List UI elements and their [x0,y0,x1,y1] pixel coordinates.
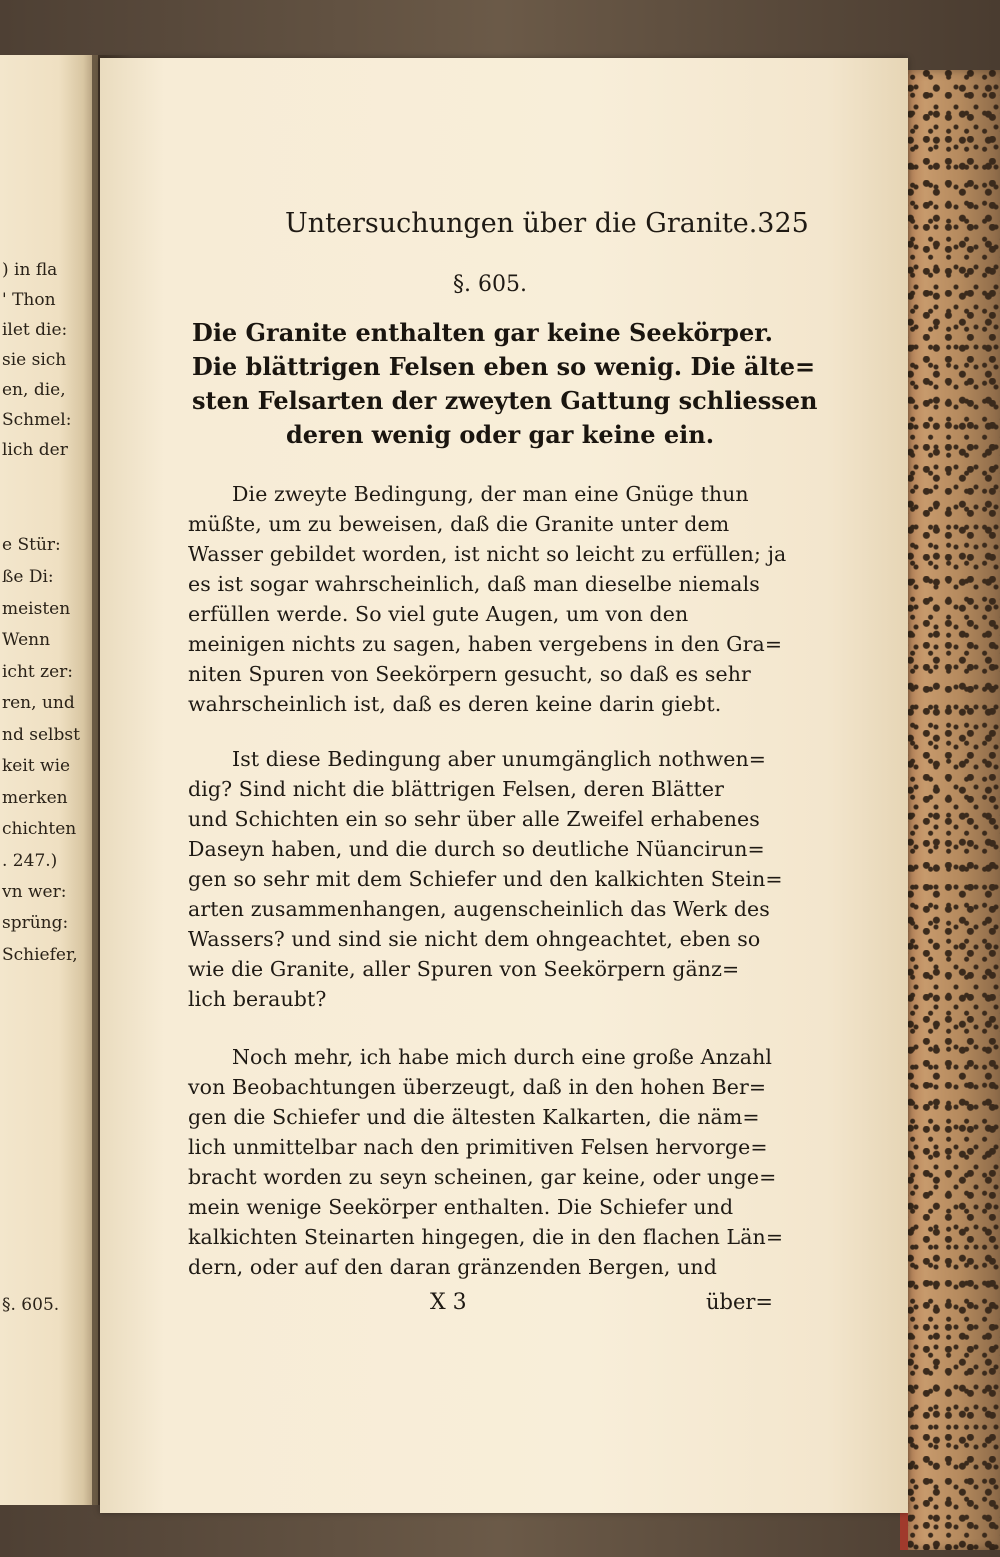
paragraph-line: Daseyn haben, und die durch so deutliche Nüancirun= [188,837,765,861]
paragraph-line: Noch mehr, ich habe mich durch eine große Anzahl [232,1045,773,1069]
paragraph-line: mein wenige Seekörper enthalten. Die Schiefer und [188,1195,734,1219]
paragraph-line: Die zweyte Bedingung, der man eine Gnüge thun [232,482,749,506]
left-page-line: . 247.) [2,851,58,871]
paragraph-line: kalkichten Steinarten hingegen, die in den flachen Län= [188,1225,784,1249]
left-page-line: ren, und [2,693,75,713]
signature-mark: X 3 [430,1290,467,1315]
paragraph-line: Wasser gebildet worden, ist nicht so leicht zu erfüllen; ja [188,542,787,566]
paragraph-line: lich beraubt? [188,987,327,1011]
section-heading-line: sten Felsarten der zweyten Gattung schliessen [192,386,818,415]
paragraph-line: von Beobachtungen überzeugt, daß in den hohen Ber= [188,1075,767,1099]
section-heading-line: Die blättrigen Felsen eben so wenig. Die älte= [192,352,816,381]
paragraph-line: lich unmittelbar nach den primitiven Felsen hervorge= [188,1135,768,1159]
left-page-line: nd selbst [2,725,80,745]
paragraph-line: und Schichten ein so sehr über alle Zweifel erhabenes [188,807,760,831]
section-heading-line: Die Granite enthalten gar keine Seekörper. [192,318,774,347]
paragraph-line: wie die Granite, aller Spuren von Seekörpern gänz= [188,957,740,981]
paragraph-line: arten zusammenhangen, augenscheinlich das Werk des [188,897,770,921]
paragraph-line: müßte, um zu beweisen, daß die Granite unter dem [188,512,730,536]
paragraph-line: gen die Schiefer und die ältesten Kalkarten, die näm= [188,1105,760,1129]
page-number: 325 [757,208,809,239]
left-page-line: en, die, [2,380,66,400]
left-page-line: ) in fla [2,260,58,280]
left-page-line: keit wie [2,756,71,776]
left-page-line: Wenn [2,630,51,650]
paragraph-line: dig? Sind nicht die blättrigen Felsen, deren Blätter [188,777,725,801]
paragraph-line: Wassers? und sind sie nicht dem ohngeachtet, eben so [188,927,761,951]
left-page [0,55,98,1505]
left-page-line: sprüng: [2,913,69,933]
paragraph-line: Ist diese Bedingung aber unumgänglich nothwen= [232,747,767,771]
paragraph-line: wahrscheinlich ist, daß es deren keine darin giebt. [188,692,722,716]
running-head [285,208,809,239]
left-page-line: §. 605. [2,1295,60,1315]
paragraph-line: es ist sogar wahrscheinlich, daß man dieselbe niemals [188,572,760,596]
left-page-line: Schmel: [2,410,72,430]
left-page-line: Schiefer, [2,945,78,965]
left-page-line: lich der [2,440,68,460]
paragraph-line: erfüllen werde. So viel gute Augen, um von den [188,602,689,626]
left-page-line: e Stür: [2,535,61,555]
paragraph-line: gen so sehr mit dem Schiefer und den kalkichten Stein= [188,867,783,891]
section-number: §. 605. [453,272,527,297]
left-page-line: chichten [2,819,77,839]
catchword: über= [706,1290,774,1314]
section-heading-line: deren wenig oder gar keine ein. [286,420,715,449]
left-page-line: ße Di: [2,567,54,587]
left-page-line: ilet die: [2,320,68,340]
paragraph-line: dern, oder auf den daran gränzenden Bergen, und [188,1255,717,1279]
book-cover [900,70,1000,1550]
left-page-line: merken [2,788,68,808]
left-page-line: meisten [2,599,71,619]
paragraph-line: niten Spuren von Seekörpern gesucht, so daß es sehr [188,662,751,686]
running-head-title: Untersuchungen über die Granite. [285,208,758,239]
left-page-line: ' Thon [2,290,56,310]
left-page-line: sie sich [2,350,67,370]
paragraph-line: bracht worden zu seyn scheinen, gar keine, oder unge= [188,1165,777,1189]
left-page-line: icht zer: [2,662,74,682]
paragraph-line: meinigen nichts zu sagen, haben vergebens in den Gra= [188,632,783,656]
left-page-line: vn wer: [2,882,67,902]
